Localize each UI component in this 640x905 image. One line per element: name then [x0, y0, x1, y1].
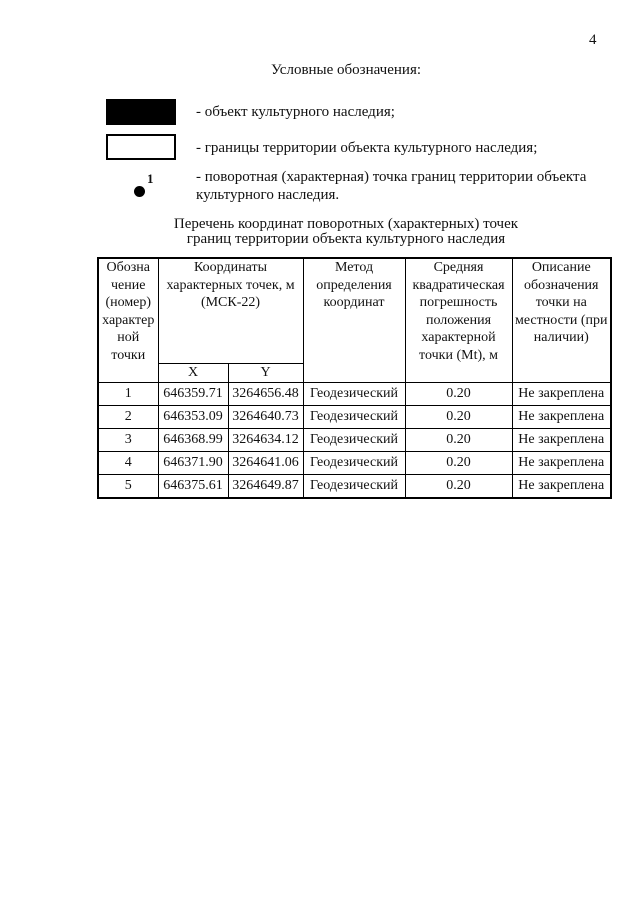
- cell-method: Геодезический: [303, 452, 405, 475]
- header-point-number: Обозна чение (номер) характер ной точки: [98, 258, 158, 383]
- cell-x: 646359.71: [158, 383, 228, 406]
- header-y: Y: [228, 364, 303, 383]
- territory-boundary-symbol: [106, 134, 176, 160]
- header-description: Описание обозначения точки на местности (при наличии): [512, 258, 611, 383]
- cell-number: 3: [98, 429, 158, 452]
- table-caption-line2: границ территории объекта культурного наследия: [186, 231, 506, 247]
- cell-number: 1: [98, 383, 158, 406]
- cell-method: Геодезический: [303, 429, 405, 452]
- cell-error: 0.20: [405, 452, 512, 475]
- coordinates-table: [97, 257, 612, 499]
- cultural-heritage-object-symbol: [106, 99, 176, 125]
- cell-y: 3264640.73: [228, 406, 303, 429]
- cell-description: Не закреплена: [512, 475, 611, 499]
- cell-description: Не закреплена: [512, 406, 611, 429]
- cell-x: 646353.09: [158, 406, 228, 429]
- cell-error: 0.20: [405, 383, 512, 406]
- cell-method: Геодезический: [303, 406, 405, 429]
- cell-x: 646371.90: [158, 452, 228, 475]
- cell-y: 3264634.12: [228, 429, 303, 452]
- header-x: X: [158, 364, 228, 383]
- cell-y: 3264641.06: [228, 452, 303, 475]
- cell-error: 0.20: [405, 406, 512, 429]
- cell-error: 0.20: [405, 475, 512, 499]
- cell-description: Не закреплена: [512, 429, 611, 452]
- cell-number: 4: [98, 452, 158, 475]
- cell-y: 3264656.48: [228, 383, 303, 406]
- cell-number: 2: [98, 406, 158, 429]
- cell-x: 646368.99: [158, 429, 228, 452]
- header-coordinates: Координаты характерных точек, м (МСК-22): [158, 258, 303, 364]
- cell-method: Геодезический: [303, 475, 405, 499]
- cell-x: 646375.61: [158, 475, 228, 499]
- table-row: [98, 406, 611, 429]
- legend-title: Условные обозначения:: [270, 62, 422, 78]
- table-caption: [0, 217, 640, 247]
- table-row: [98, 429, 611, 452]
- legend-item-turning-point: - поворотная (характерная) точка границ территории объекта культурного наследия.: [196, 169, 587, 203]
- legend-item-boundary: - границы территории объекта культурного наследия;: [196, 140, 538, 156]
- cell-description: Не закреплена: [512, 383, 611, 406]
- turning-point-symbol: [134, 186, 145, 197]
- header-error: Средняя квадратическая погрешность положения характерной точки (Mt), м: [405, 258, 512, 383]
- legend-item-object: - объект культурного наследия;: [196, 104, 395, 120]
- table-row: [98, 452, 611, 475]
- cell-y: 3264649.87: [228, 475, 303, 499]
- header-method: Метод определения координат: [303, 258, 405, 383]
- cell-description: Не закреплена: [512, 452, 611, 475]
- table-row: [98, 475, 611, 499]
- turning-point-symbol-label: 1: [147, 171, 154, 186]
- cell-error: 0.20: [405, 429, 512, 452]
- table-caption-line1: Перечень координат поворотных (характерных) точек: [173, 216, 519, 232]
- cell-method: Геодезический: [303, 383, 405, 406]
- page-number: 4: [589, 32, 597, 48]
- table-row: [98, 383, 611, 406]
- cell-number: 5: [98, 475, 158, 499]
